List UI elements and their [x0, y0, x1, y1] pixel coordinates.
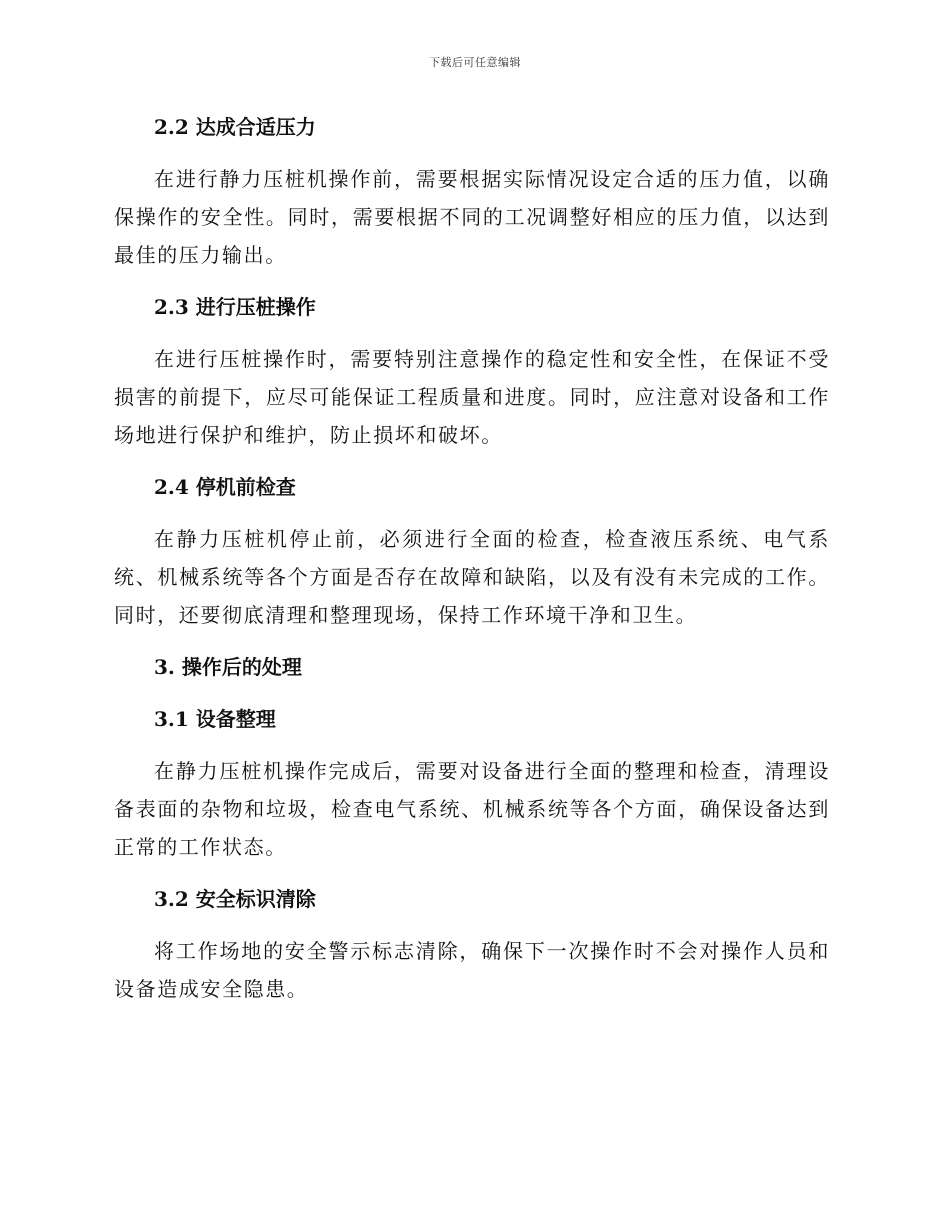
section-heading-2-3: 2.3 进行压桩操作 — [154, 295, 316, 319]
section-paragraph-3-2: 将工作场地的安全警示标志清除，确保下一次操作时不会对操作人员和设备造成安全隐患。 — [114, 939, 830, 1001]
section-paragraph-2-4: 在静力压桩机停止前，必须进行全面的检查，检查液压系统、电气系统、机械系统等各个方面是否存在故障和缺陷，以及有没有未完成的工作。同时，还要彻底清理和整理现场，保持工作环境干净和卫生。 — [114, 527, 830, 627]
page-header: 下载后可任意编辑 — [429, 56, 521, 69]
document-body — [114, 108, 830, 1022]
section-paragraph-3-1: 在静力压桩机操作完成后，需要对设备进行全面的整理和检查，清理设备表面的杂物和垃圾，检查电气系统、机械系统等各个方面，确保设备达到正常的工作状态。 — [114, 759, 830, 859]
section-heading-3-2: 3.2 安全标识清除 — [154, 887, 316, 911]
section-heading-3-1: 3.1 设备整理 — [154, 707, 276, 731]
section-heading-2-2: 2.2 达成合适压力 — [154, 115, 316, 139]
section-heading-2-4: 2.4 停机前检查 — [154, 475, 296, 499]
section-paragraph-2-2: 在进行静力压桩机操作前，需要根据实际情况设定合适的压力值，以确保操作的安全性。同时，需要根据不同的工况调整好相应的压力值，以达到最佳的压力输出。 — [114, 167, 830, 267]
section-paragraph-2-3: 在进行压桩操作时，需要特别注意操作的稳定性和安全性，在保证不受损害的前提下，应尽可能保证工程质量和进度。同时，应注意对设备和工作场地进行保护和维护，防止损坏和破坏。 — [114, 347, 830, 447]
chapter-heading-3: 3. 操作后的处理 — [154, 655, 302, 679]
